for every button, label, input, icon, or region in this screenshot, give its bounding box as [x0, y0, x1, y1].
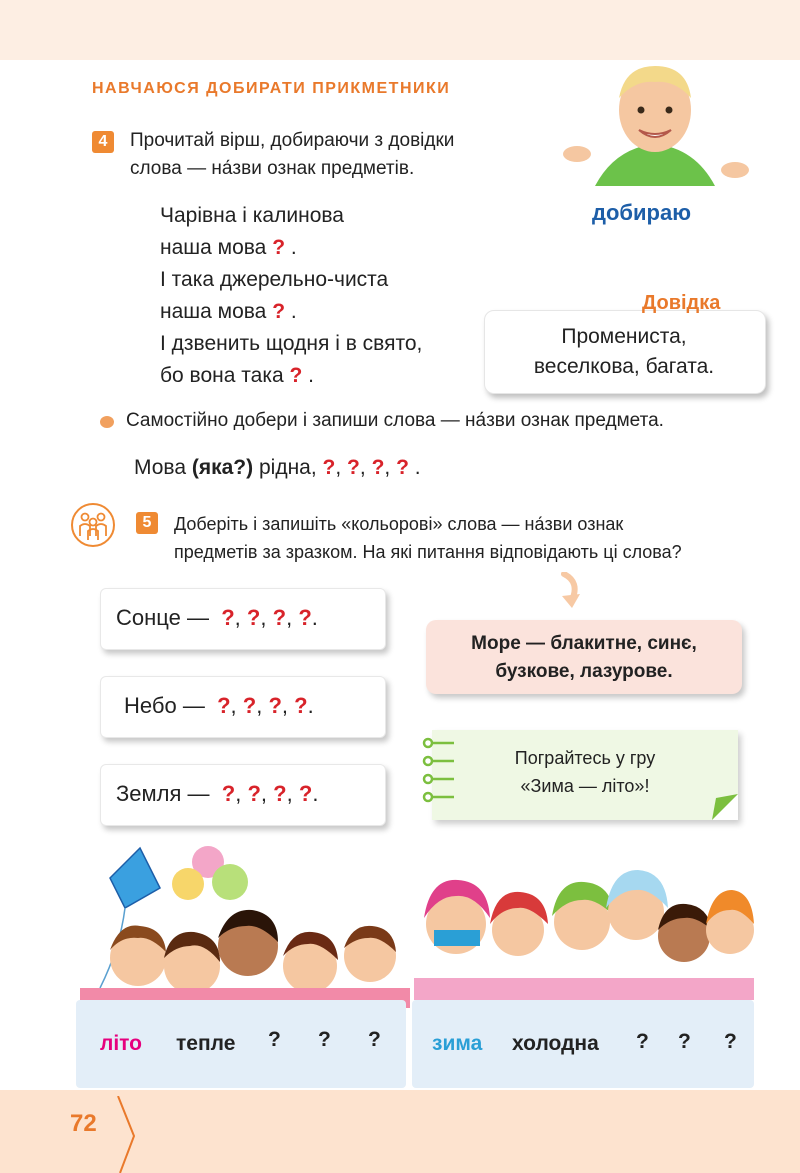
- question-mark: ?: [289, 364, 303, 387]
- task-4-number-badge: 4: [92, 131, 114, 153]
- question-mark: ?: [298, 605, 312, 630]
- top-band: [0, 0, 800, 60]
- summer-question-mark-3: ?: [368, 1028, 381, 1051]
- comma: ,: [260, 605, 267, 630]
- poem-line-3-text: І така джерельно-чиста: [160, 268, 389, 291]
- winter-question-mark-1: ?: [636, 1030, 649, 1053]
- card-word: Небо —: [124, 693, 205, 718]
- period: .: [307, 693, 314, 718]
- winter-question-mark-3: ?: [724, 1030, 737, 1053]
- bullet-instruction: Самостійно добери і запиши слова — на́зви ознак предмета.: [126, 410, 664, 431]
- question-mark: ?: [246, 605, 261, 630]
- poem-dot: .: [290, 236, 297, 259]
- mova-word: Мова: [134, 456, 187, 479]
- sample-text: [426, 630, 742, 686]
- comma: ,: [335, 456, 342, 479]
- sign-word: добираю: [592, 200, 691, 225]
- poem-line-4: [160, 296, 422, 328]
- poem-line-1: [160, 200, 422, 232]
- poem-line-3: [160, 264, 422, 296]
- poem-line-5-text: І дзвенить щодня і в свято,: [160, 332, 423, 355]
- summer-question-mark-2: ?: [318, 1028, 331, 1051]
- winter-label: зима: [432, 1032, 483, 1055]
- mova-example-word: рідна,: [258, 456, 317, 479]
- word-card-sky-text: [124, 693, 314, 719]
- comma: ,: [256, 693, 263, 718]
- question-mark: ?: [268, 693, 282, 718]
- reference-line-1: Промениста,: [561, 325, 687, 348]
- sample-line-2: бузкове, лазурове.: [495, 661, 673, 682]
- poem-line-1-text: Чарівна і калинова: [160, 204, 344, 227]
- word-card-sun-text: [116, 605, 318, 631]
- page-number: 72: [70, 1110, 97, 1137]
- summer-label: літо: [100, 1032, 143, 1055]
- task-5-line-1: Доберіть і запишіть «кольорові» слова — на́зви ознак: [174, 514, 624, 534]
- game-note-line-1: Пограйтесь у гру: [514, 748, 656, 768]
- word-card-earth-text: [116, 781, 318, 807]
- question-mark: ?: [217, 693, 231, 718]
- comma: ,: [281, 693, 289, 718]
- task-4-line-2: слова — на́зви ознак предметів.: [130, 158, 415, 179]
- winter-example-word: холодна: [512, 1032, 599, 1055]
- poem-dot: .: [290, 300, 297, 323]
- poem-line-2: [160, 232, 422, 264]
- comma: ,: [286, 781, 293, 806]
- question-mark: ?: [247, 781, 261, 806]
- card-word: Земля —: [116, 781, 210, 806]
- period: .: [414, 456, 421, 479]
- question-mark: ?: [221, 781, 236, 806]
- question-mark: ?: [294, 693, 308, 718]
- poem-line-2-text: наша мова: [160, 236, 267, 259]
- question-mark: ?: [322, 456, 336, 479]
- summer-children-illustration: [80, 838, 410, 1008]
- question-mark: ?: [371, 456, 385, 479]
- reference-line-2: веселкова, багата.: [533, 355, 715, 378]
- winter-question-mark-2: ?: [678, 1030, 691, 1053]
- card-word: Сонце —: [116, 605, 209, 630]
- comma: ,: [234, 605, 241, 630]
- question-mark: ?: [272, 300, 286, 323]
- question-mark: ?: [273, 781, 287, 806]
- question-mark: ?: [272, 605, 287, 630]
- poem-line-4-text: наша мова: [160, 300, 267, 323]
- reference-words: [484, 322, 764, 382]
- sample-line-1: Море — блакитне, синє,: [471, 633, 697, 654]
- game-note-text: [432, 744, 738, 800]
- winter-children-illustration: [414, 860, 754, 1000]
- comma: ,: [286, 605, 293, 630]
- game-note-line-2: «Зима — літо»!: [520, 776, 650, 796]
- page-corner-mark: [112, 1096, 142, 1173]
- summer-question-mark-1: ?: [268, 1028, 281, 1051]
- poem: [160, 200, 422, 392]
- comma: ,: [230, 693, 237, 718]
- poem-dot: .: [308, 364, 315, 387]
- boy-holding-sign-illustration: [555, 58, 755, 186]
- mova-question: (яка?): [191, 456, 254, 479]
- reference-title: Довідка: [642, 292, 721, 314]
- comma: ,: [359, 456, 366, 479]
- task-5-line-2: предметів за зразком. На які питання відповідають ці слова?: [174, 542, 682, 562]
- question-mark: ?: [221, 605, 235, 630]
- comma: ,: [235, 781, 242, 806]
- summer-example-word: тепле: [176, 1032, 236, 1055]
- task-4-line-1: Прочитай вірш, добираючи з довідки: [130, 130, 455, 151]
- poem-line-6-text: бо вона така: [160, 364, 284, 387]
- question-mark: ?: [242, 693, 257, 718]
- task-5-instruction: [174, 510, 682, 566]
- mova-exercise-line: [134, 456, 421, 480]
- task-5-number-badge: 5: [136, 512, 158, 534]
- period: .: [311, 605, 318, 630]
- question-mark: ?: [298, 781, 313, 806]
- comma: ,: [260, 781, 268, 806]
- poem-line-6: [160, 360, 422, 392]
- group-work-icon: [70, 502, 116, 548]
- section-title: НАВЧАЮСЯ ДОБИРАТИ ПРИКМЕТНИКИ: [92, 80, 451, 97]
- period: .: [312, 781, 319, 806]
- curved-arrow-icon: [550, 572, 590, 612]
- comma: ,: [384, 456, 391, 479]
- bullet-dot-icon: [100, 416, 114, 428]
- task-4-instruction: [130, 127, 454, 183]
- question-mark: ?: [272, 236, 286, 259]
- poem-line-5: [160, 328, 422, 360]
- question-mark: ?: [347, 456, 360, 479]
- question-mark: ?: [396, 456, 409, 479]
